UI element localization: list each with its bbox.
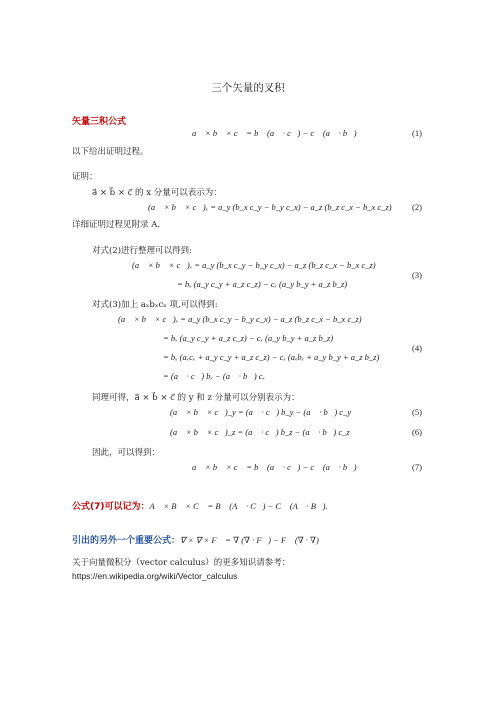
equation-3-line-1: (a⃗ × b⃗ × c⃗)ₓ = a_y (b_x c_y − b_y c_x) − a_z (b_z c_x − b_x c_z) [132, 260, 376, 270]
section-heading: 矢量三积公式 [72, 117, 127, 127]
equation-5: (a⃗ × b⃗ × c⃗)_y = (a⃗ · c⃗) b_y − (a⃗ · b⃗) c_y [170, 407, 352, 417]
equation-2: (a⃗ × b⃗ × c⃗)ₓ = a_y (b_x c_y − b_y c_x) − a_z (b_z c_x − b_x c_z) [148, 202, 392, 212]
equation-4-line-4: = (a⃗ · c⃗) bₓ − (a⃗ · b⃗) cₓ [163, 371, 265, 381]
appendix-text: 详细证明过程见附录 A. [72, 220, 161, 230]
intro-text: 以下给出证明过程。 [72, 147, 149, 157]
reference-text: 关于向量微积分（vector calculus）的更多知识请参考： [72, 558, 291, 568]
equation-6: (a⃗ × b⃗ × c⃗)_z = (a⃗ · c⃗) b_z − (a⃗ · b⃗) c_z [170, 427, 350, 437]
similarly-text: 同理可得，a⃗ × b⃗ × c⃗ 的 y 和 z 分量可以分别表示为： [92, 393, 300, 403]
equation-3-line-2: = bₓ (a_y c_y + a_z c_z) − cₓ (a_y b_y + a_z b_z) [177, 279, 348, 289]
equation-6-number: (6) [412, 427, 422, 437]
add-term-text: 对式(3)加上 aₓbₓcₓ 项,可以得到: [92, 300, 218, 310]
equation-4-line-2: = bₓ (a_y c_y + a_z c_z) − cₓ (a_y b_y + a_z b_z) [163, 333, 334, 343]
equation-1-number: (1) [412, 128, 422, 138]
reference-link[interactable]: https://en.wikipedia.org/wiki/Vector_calculus [72, 571, 238, 581]
equation-3-number: (3) [412, 270, 422, 280]
equation-7-note-formula: A⃗ × B⃗ × C⃗ = B⃗ (A⃗ · C⃗) − C⃗ (A⃗ · B⃗). [149, 501, 328, 511]
equation-1: a⃗ × b⃗ × c⃗ = b⃗ (a⃗ · c⃗) − c⃗ (a⃗ · b⃗) [192, 128, 357, 138]
equation-4-line-3: = bₓ (aₓcₓ + a_y c_y + a_z c_z) − cₓ (aₓbₓ + a_y b_y + a_z b_z) [163, 352, 380, 362]
equation-7-note [72, 494, 328, 513]
proof-label: 证明： [72, 172, 98, 182]
x-component-text: a⃗ × b⃗ × c⃗ 的 x 分量可以表示为： [92, 188, 222, 198]
equation-2-number: (2) [412, 202, 422, 212]
other-formula-expression: ∇ × ∇ × F⃗ = ∇ (∇ · F⃗) − F⃗ (∇ · ∇) [180, 535, 319, 545]
equation-7-note-label: 公式(7)可以记为： [72, 502, 150, 512]
rearrange-text: 对式(2)进行整理可以得到: [92, 246, 192, 256]
equation-4-number: (4) [412, 343, 422, 353]
page-title: 三个矢量的叉积 [211, 82, 285, 94]
other-formula-label: 引出的另外一个重要公式： [72, 536, 181, 546]
equation-4-line-1: (a⃗ × b⃗ × c⃗)ₓ = a_y (b_x c_y − b_y c_x) − a_z (b_z c_x − b_x c_z) [118, 314, 362, 324]
equation-5-number: (5) [412, 407, 422, 417]
therefore-text: 因此，可以得到： [92, 448, 161, 458]
equation-7: a⃗ × b⃗ × c⃗ = b⃗ (a⃗ · c⃗) − c⃗ (a⃗ · b⃗) [192, 462, 357, 472]
equation-7-number: (7) [412, 462, 422, 472]
other-formula [72, 528, 319, 547]
